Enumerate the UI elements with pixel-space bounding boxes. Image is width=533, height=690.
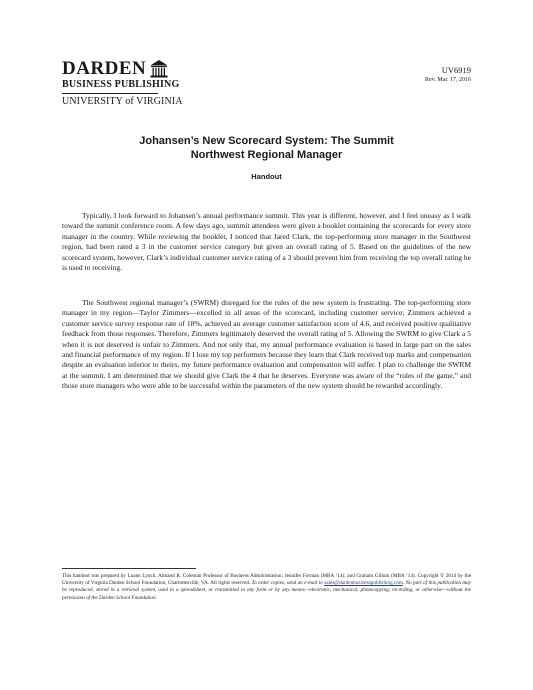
document-title [0, 135, 533, 162]
title-line-2: Northwest Regional Manager [190, 148, 343, 161]
document-subtitle: Handout [251, 172, 282, 181]
footer-legal: . No part of this publication may be reproduced, stored in a retrieval system, used in a spreadsheet, or transmitted in any form or by any means—electronic, mechanical, photocopying, recording, or otherwise—without the permission of the Darden School Foundation. [62, 580, 471, 601]
case-number: UV6919 [441, 65, 471, 75]
sales-email-link[interactable]: sales@dardenbusinesspublishing.com [324, 580, 403, 587]
body-paragraph-2 [62, 298, 471, 392]
darden-logo [62, 58, 202, 108]
logo-divider [62, 93, 158, 94]
body-paragraph-1 [62, 211, 471, 273]
footer-note [62, 573, 471, 602]
paragraph-text: Typically, I look forward to Johansen’s annual performance summit. This year is different, however, and I feel uneasy as I walk toward the summit conference room. A few days ago, summit attendees were given a booklet containing the scorecards for every store manager in the country. While reviewing the booklet, I noticed that Jared Clark, the top-performing store manager in the Southwest region, had been rated a 3 in the customer service category but given an overall rating of 5. Based on the guidelines of the new scorecard system, however, Clark’s individual customer service rating of a 3 should prevent him from receiving the top overall rating he is used to receiving. [62, 211, 471, 273]
logo-darden-text: DARDEN [62, 58, 147, 79]
logo-university: UNIVERSITY of VIRGINIA [62, 96, 183, 107]
footer-order-text: To order copies, send an e-mail to [251, 580, 325, 587]
logo-business-publishing: BUSINESS PUBLISHING [62, 79, 180, 90]
footer-credits: This handout was prepared by Luann Lynch, Almand R. Coleman Professor of Business Administration; Jennifer Forman (MBA ’14); and Graham Gillum (MBA ’14). Copyright © 2014 by the University of Virginia Darden School Foundation, Charlottesville, VA. All rights reserved. [62, 573, 471, 587]
rotunda-icon [150, 58, 168, 78]
title-line-1: Johansen’s New Scorecard System: The Summit [139, 135, 394, 147]
case-revision-date: Rev. Mar. 17, 2016 [425, 77, 471, 83]
paragraph-text: The Southwest regional manager’s (SWRM) disregard for the rules of the new system is frustrating. The top-performing store manager in my region—Taylor Zimmers—excelled in all areas of the scorecard, including customer service; Zimmers achieved a customer service survey response rate of 18%, achieved an average customer satisfaction score of 4.6, and received positive qualitative feedback from those responses. Therefore, Zimmers legitimately deserved the overall rating of 5. Allowing the SWRM to give Clark a 5 when it is not deserved is unfair to Zimmers. And not only that, my annual performance evaluation is based in large part on the sales and financial performance of my region. If I lose my top performers because they learn that Clark received top marks and compensation despite an evaluation inferior to theirs, my future performance evaluation and compensation will suffer. I plan to challenge the SWRM at the summit. I am determined that we should give Clark the 4 that he deserves. Everyone was aware of the “rules of the game,” and those store managers who were able to be successful within the parameters of the new system should be rewarded accordingly. [62, 298, 471, 391]
case-identifier [425, 65, 471, 85]
footer-divider [62, 568, 196, 569]
